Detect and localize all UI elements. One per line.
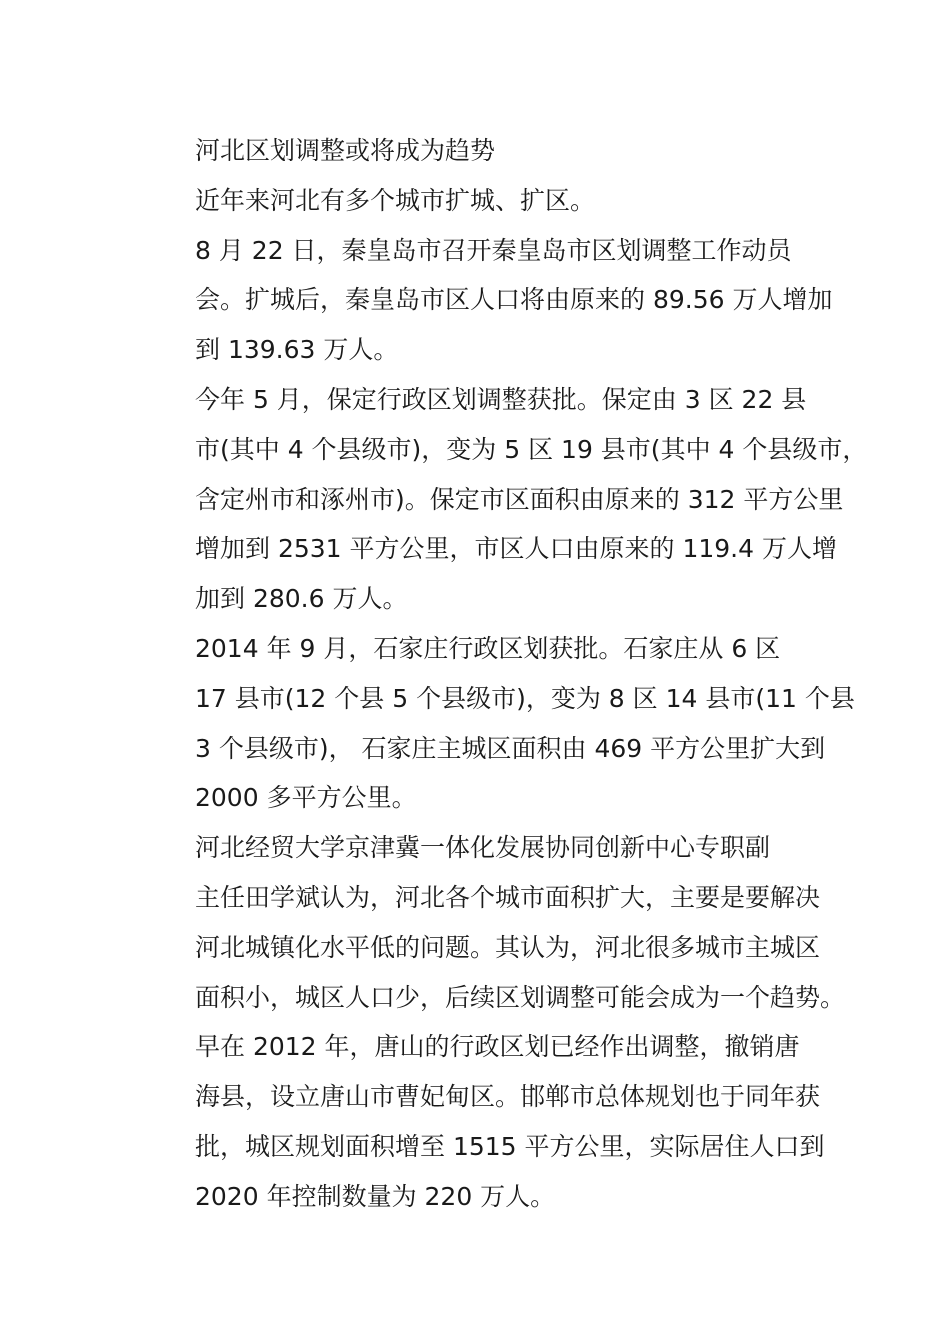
paragraph-shijiazhuang: [145, 624, 855, 823]
paragraph-tangshan-handan: [145, 1022, 825, 1221]
text-line: 8 月 22 日，秦皇岛市召开秦皇岛市区划调整工作动员: [195, 235, 792, 265]
text-line: 会。扩城后，秦皇岛市区人口将由原来的 89.56 万人增加: [195, 285, 833, 315]
paragraph-baoding: [145, 375, 868, 624]
text-line: 市(其中 4 个县级市)，变为 5 区 19 县市(其中 4 个县级市，: [195, 434, 868, 464]
text-line: 主任田学斌认为，河北各个城市面积扩大，主要是要解决: [195, 882, 821, 912]
text-line: 海县，设立唐山市曹妃甸区。邯郸市总体规划也于同年获: [195, 1082, 821, 1112]
text-line: 到 139.63 万人。: [195, 335, 399, 365]
text-line: 2000 多平方公里。: [195, 783, 417, 813]
text-line: 今年 5 月，保定行政区划调整获批。保定由 3 区 22 县: [195, 384, 807, 414]
paragraph-intro: [145, 176, 810, 226]
text-line: 近年来河北有多个城市扩城、扩区。: [195, 185, 596, 215]
text-line: 含定州市和涿州市)。保定市区面积由原来的 312 平方公里: [195, 484, 844, 514]
text-line: 河北城镇化水平低的问题。其认为，河北很多城市主城区: [195, 932, 821, 962]
document-body: [145, 126, 868, 1222]
text-line: 面积小，城区人口少，后续区划调整可能会成为一个趋势。: [195, 982, 846, 1012]
text-line: 早在 2012 年，唐山的行政区划已经作出调整，撤销唐: [195, 1032, 800, 1062]
text-line: 3 个县级市)， 石家庄主城区面积由 469 平方公里扩大到: [195, 733, 826, 763]
text-line: 河北经贸大学京津冀一体化发展协同创新中心专职副: [195, 833, 771, 863]
text-line: 加到 280.6 万人。: [195, 584, 408, 614]
text-line: 2020 年控制数量为 220 万人。: [195, 1181, 556, 1211]
text-line: 河北区划调整或将成为趋势: [195, 136, 496, 165]
text-line: 增加到 2531 平方公里，市区人口由原来的 119.4 万人增: [195, 534, 837, 564]
text-line: 17 县市(12 个县 5 个县级市)，变为 8 区 14 县市(11 个县: [195, 683, 855, 713]
text-line: 2014 年 9 月，石家庄行政区划获批。石家庄从 6 区: [195, 633, 781, 663]
paragraph-qinhuangdao: [145, 226, 833, 375]
text-line: 批，城区规划面积增至 1515 平方公里，实际居住人口到: [195, 1131, 825, 1161]
paragraph-expert-opinion: [145, 823, 846, 1022]
paragraph-title: [145, 126, 810, 176]
